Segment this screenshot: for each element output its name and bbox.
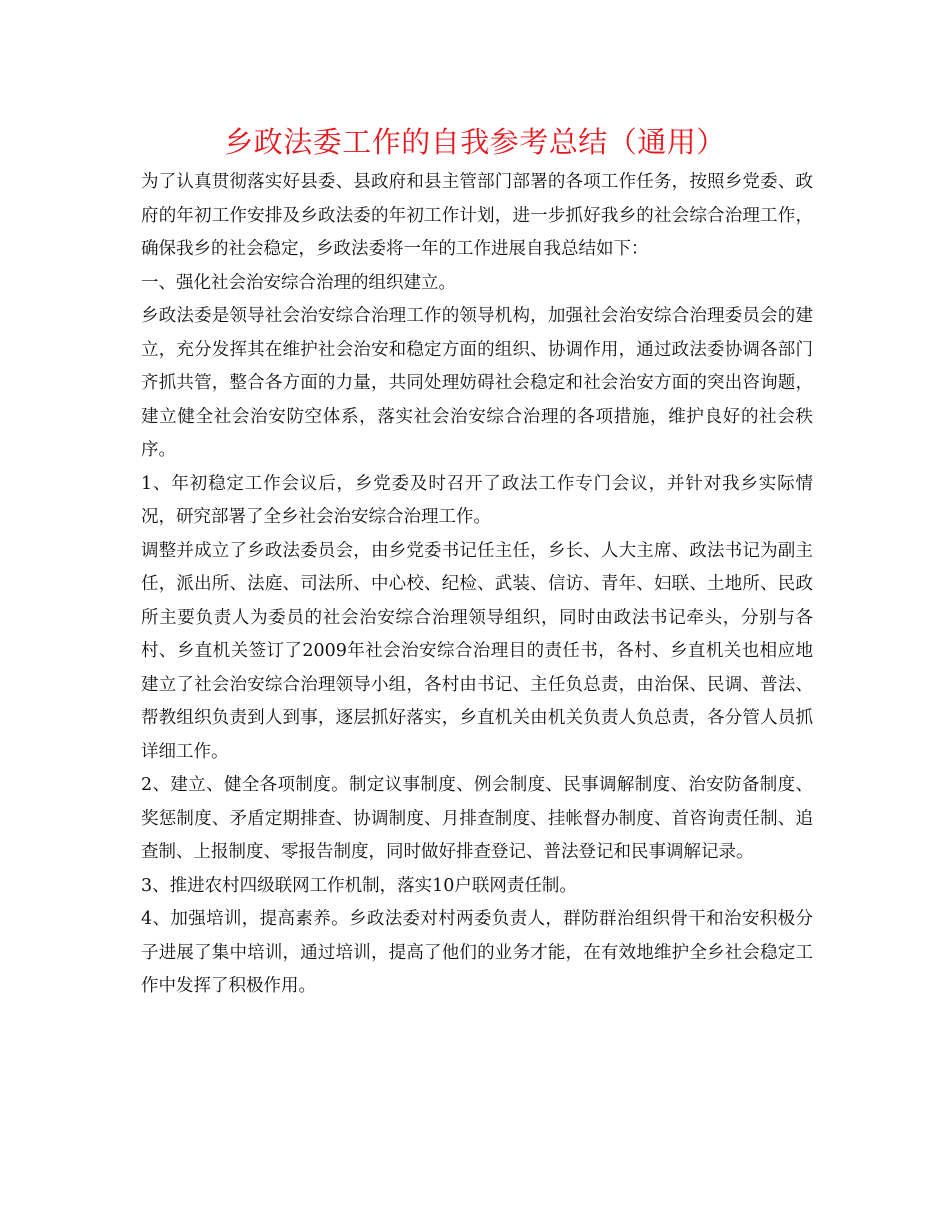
document-body [141, 166, 813, 1004]
paragraph-committee: 调整并成立了乡政法委员会，由乡党委书记任主任，乡长、人大主席、政法书记为副主任，派出所、法庭、司法所、中心校、纪检、武装、信访、青年、妇联、土地所、民政所主要负责人为委员的社会治安综合治理领导组织，同时由政法书记牵头，分别与各村、乡直机关签订了2009年社会治安综合治理目的责任书，各村、乡直机关也相应地建立了社会治安综合治理领导小组，各村由书记、主任负总责，由治保、民调、普法、帮教组织负责到人到事，逐层抓好落实，乡直机关由机关负责人负总责，各分管人员抓详细工作。 [141, 540, 813, 762]
document-title: 乡政法委工作的自我参考总结（通用） [224, 125, 726, 159]
paragraph-item-2: 2、建立、健全各项制度。制定议事制度、例会制度、民事调解制度、治安防备制度、奖惩制度、矛盾定期排查、协调制度、月排查制度、挂帐督办制度、首咨询责任制、追查制、上报制度、零报告制度，同时做好排查登记、普法登记和民事调解记录。 [141, 775, 813, 862]
paragraph-section-1: 乡政法委是领导社会治安综合治理工作的领导机构，加强社会治安综合治理委员会的建立，充分发挥其在维护社会治安和稳定方面的组织、协调作用，通过政法委协调各部门齐抓共管，整合各方面的力量，共同处理妨碍社会稳定和社会治安方面的突出咨询题，建立健全社会治安防空体系，落实社会治安综合治理的各项措施，维护良好的社会秩序。 [141, 306, 813, 460]
paragraph-item-1: 1、年初稳定工作会议后，乡党委及时召开了政法工作专门会议，并针对我乡实际情况，研究部署了全乡社会治安综合治理工作。 [141, 473, 813, 527]
paragraph-item-3: 3、推进农村四级联网工作机制，落实10户联网责任制。 [141, 875, 577, 896]
section-heading-1: 一、强化社会治安综合治理的组织建立。 [141, 272, 456, 293]
paragraph-intro: 为了认真贯彻落实好县委、县政府和县主管部门部署的各项工作任务，按照乡党委、政府的年初工作安排及乡政法委的年初工作计划，进一步抓好我乡的社会综合治理工作，确保我乡的社会稳定，乡政法委将一年的工作进展自我总结如下： [141, 172, 813, 259]
paragraph-item-4: 4、加强培训，提高素养。乡政法委对村两委负责人，群防群治组织骨干和治安积极分子进展了集中培训，通过培训，提高了他们的业务才能，在有效地维护全乡社会稳定工作中发挥了积极作用。 [141, 909, 813, 996]
